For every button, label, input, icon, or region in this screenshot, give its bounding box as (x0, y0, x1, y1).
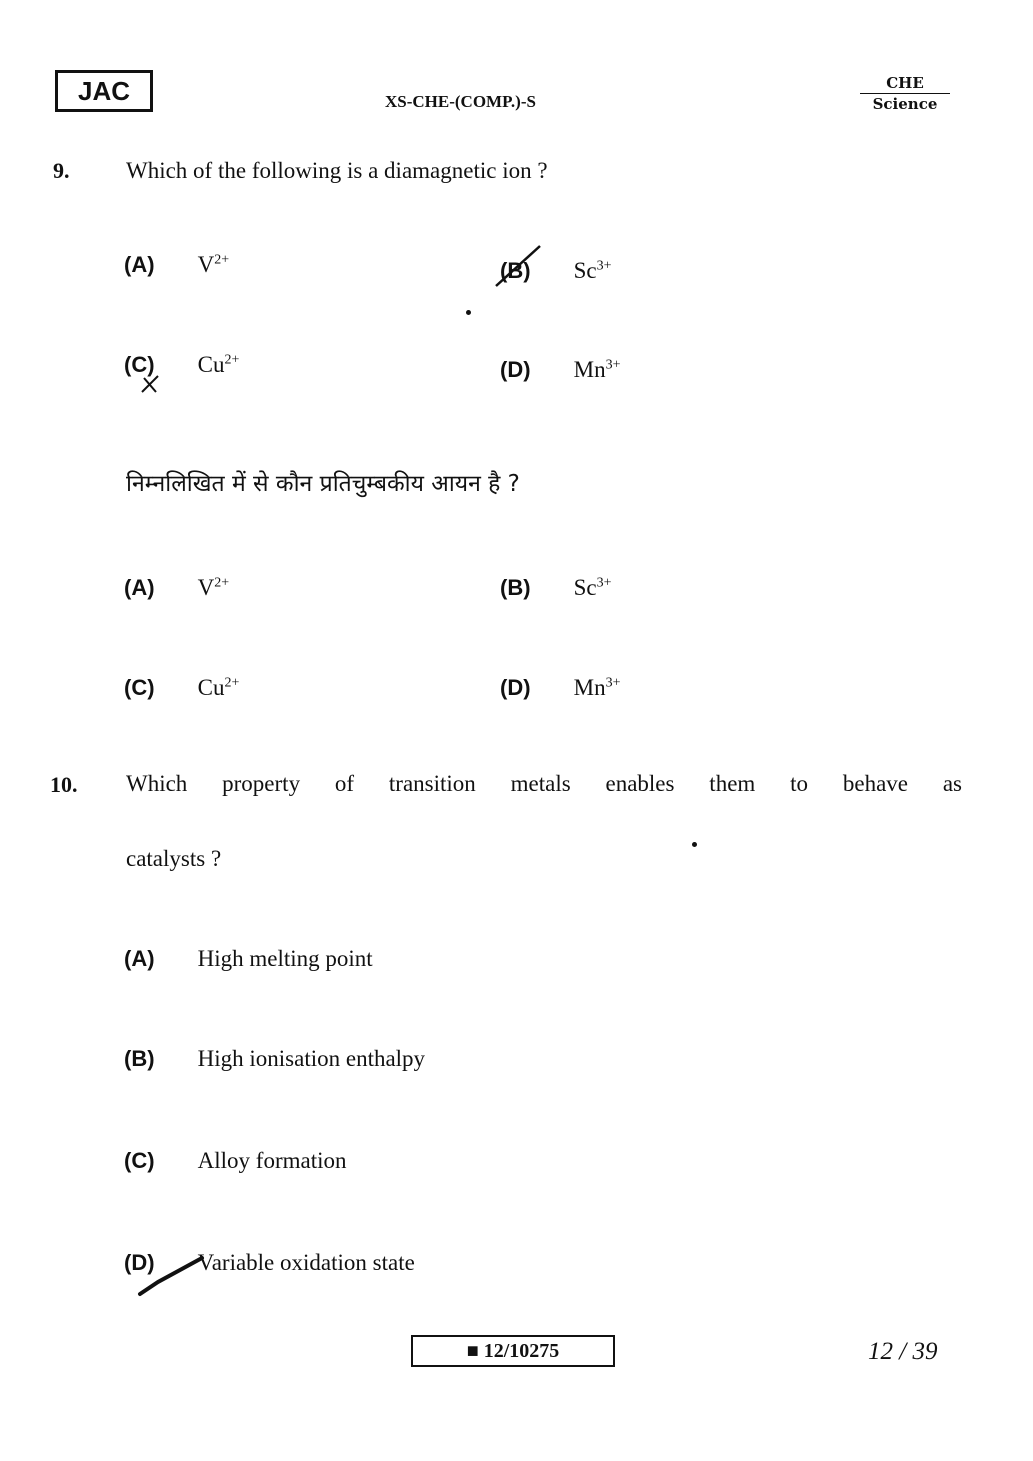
q10-option-a (124, 946, 373, 972)
question-9-text-hi: निम्नलिखित में से कौन प्रतिचुम्बकीय आयन है ? (126, 471, 520, 497)
option-value: $Mn^{3+}$ (573, 357, 621, 382)
option-letter: (D) (500, 675, 531, 700)
paper-code: XS-CHE-(COMP.)-S (385, 92, 536, 111)
option-letter: (C) (124, 675, 155, 700)
board-logo: JAC (55, 70, 153, 112)
scan-dot (466, 310, 471, 315)
option-value: $Sc^{3+}$ (573, 575, 612, 600)
option-letter: (A) (124, 575, 155, 600)
subject-name: Science (872, 95, 938, 113)
option-letter: (A) (124, 946, 155, 971)
subject-code: CHE (860, 74, 950, 94)
page-number: 12 / 39 (868, 1338, 938, 1365)
question-10-number: 10. (50, 772, 78, 797)
option-value: $V^{2+}$ (197, 252, 230, 277)
option-letter: (D) (124, 1250, 155, 1275)
option-value: $Cu^{2+}$ (197, 352, 240, 377)
pen-mark-tick-d (136, 1252, 211, 1300)
option-value: $Mn^{3+}$ (573, 675, 621, 700)
question-10-text-line2: catalysts ? (126, 846, 222, 871)
option-value: High ionisation enthalpy (197, 1046, 426, 1071)
q9-en-option-a (124, 252, 229, 278)
scan-dot (692, 842, 697, 847)
option-value: $V^{2+}$ (197, 575, 230, 600)
q10-option-b (124, 1046, 425, 1072)
question-10-text-line1: Which property of transition metals enables them to behave as (126, 771, 962, 796)
option-letter: (A) (124, 252, 155, 277)
option-letter: (B) (124, 1046, 155, 1071)
option-letter: (C) (124, 1148, 155, 1173)
option-value: Variable oxidation state (197, 1250, 415, 1275)
subject-label (860, 74, 950, 113)
q9-en-option-d (500, 357, 621, 383)
option-letter: (D) (500, 357, 531, 382)
option-value: $Cu^{2+}$ (197, 675, 240, 700)
option-letter: (B) (500, 575, 531, 600)
q9-hi-option-b (500, 575, 612, 601)
option-letter: (C) (124, 352, 155, 377)
question-9-text-en: Which of the following is a diamagnetic ion ? (126, 158, 548, 183)
footer-code-box: ■ 12/10275 (411, 1335, 615, 1367)
option-letter: (B) (500, 258, 531, 283)
pen-mark-strike-b (490, 242, 550, 292)
question-9-number: 9. (53, 158, 70, 183)
option-value: $Sc^{3+}$ (573, 258, 612, 283)
q9-hi-option-c (124, 675, 239, 701)
option-value: Alloy formation (197, 1148, 347, 1173)
option-value: High melting point (197, 946, 373, 971)
q9-hi-option-a (124, 575, 229, 601)
pen-mark-cross-c (136, 368, 166, 398)
q10-option-c (124, 1148, 346, 1174)
q9-hi-option-d (500, 675, 621, 701)
